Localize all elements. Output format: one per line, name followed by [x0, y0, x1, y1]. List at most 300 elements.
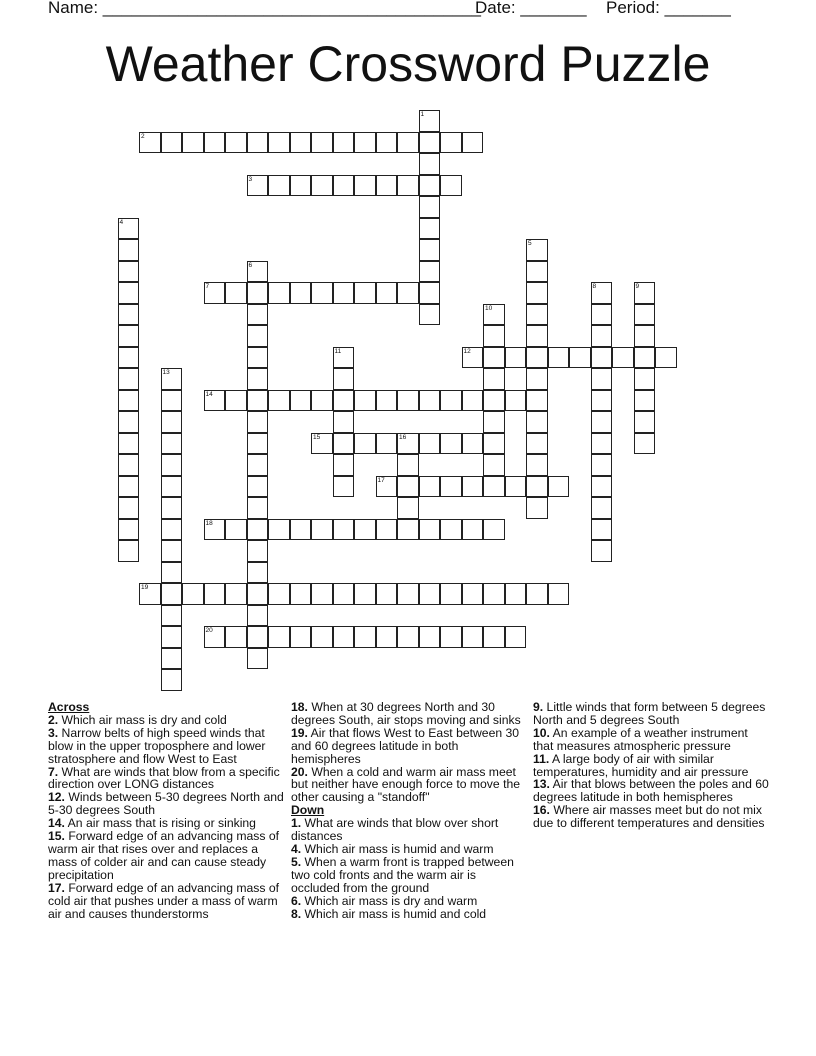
grid-cell[interactable]: [526, 583, 548, 605]
grid-cell[interactable]: [354, 583, 376, 605]
grid-cell[interactable]: [311, 132, 333, 154]
grid-cell[interactable]: [505, 626, 527, 648]
grid-cell[interactable]: [161, 605, 183, 627]
grid-cell[interactable]: [161, 433, 183, 455]
grid-cell[interactable]: [118, 261, 140, 283]
grid-cell[interactable]: [505, 347, 527, 369]
grid-cell[interactable]: [376, 626, 398, 648]
clue-text: What are winds that blow from a specific direction over LONG distances: [48, 764, 280, 792]
grid-cell[interactable]: [118, 239, 140, 261]
grid-cell[interactable]: [419, 519, 441, 541]
grid-cell[interactable]: [440, 626, 462, 648]
grid-cell[interactable]: [376, 583, 398, 605]
clue-number: 11: [334, 347, 342, 355]
clue-text: When a warm front is trapped between two cold fronts and the warm air is occluded from the ground: [291, 854, 514, 895]
grid-cell[interactable]: [247, 562, 269, 584]
grid-cell[interactable]: [483, 325, 505, 347]
grid-cell[interactable]: [483, 476, 505, 498]
grid-cell[interactable]: [505, 476, 527, 498]
grid-cell[interactable]: [634, 411, 656, 433]
grid-cell[interactable]: [161, 368, 183, 390]
clue-text: Air that flows West to East between 30 and 60 degrees latitude in both hemispheres: [291, 725, 520, 766]
clue-number: 18.: [291, 700, 308, 714]
grid-cell[interactable]: [225, 390, 247, 412]
clue-text: Winds between 5-30 degrees North and 5-30 degrees South: [48, 790, 284, 818]
clue-text: Air that blows between the poles and 60 degrees latitude in both hemispheres: [533, 777, 769, 805]
grid-cell[interactable]: [161, 626, 183, 648]
clue-number: 18: [205, 519, 213, 527]
grid-cell[interactable]: [333, 282, 355, 304]
grid-cell[interactable]: [118, 540, 140, 562]
clue-number: 1: [420, 111, 425, 118]
grid-cell[interactable]: [397, 476, 419, 498]
grid-cell[interactable]: [247, 454, 269, 476]
grid-cell[interactable]: [204, 390, 226, 412]
page-title: Weather Crossword Puzzle: [105, 36, 711, 92]
grid-cell[interactable]: [161, 583, 183, 605]
grid-cell[interactable]: [634, 433, 656, 455]
grid-cell[interactable]: [333, 132, 355, 154]
grid-cell[interactable]: [161, 497, 183, 519]
clue-number: 15.: [48, 829, 65, 844]
grid-cell[interactable]: [483, 583, 505, 605]
clue-number: 17.: [48, 880, 65, 895]
clue-number: 6.: [291, 893, 302, 908]
clue-number: 2: [141, 132, 145, 140]
grid-cell[interactable]: [526, 454, 548, 476]
grid-cell[interactable]: [462, 433, 484, 455]
clue-number: 4: [119, 218, 124, 226]
grid-cell[interactable]: [526, 411, 548, 433]
grid-cell[interactable]: [268, 390, 290, 412]
grid-cell[interactable]: [526, 325, 548, 347]
grid-cell[interactable]: [526, 304, 548, 326]
grid-cell[interactable]: [505, 390, 527, 412]
grid-cell[interactable]: [591, 368, 613, 390]
grid-cell[interactable]: [247, 476, 269, 498]
grid-cell[interactable]: [247, 540, 269, 562]
grid-cell[interactable]: [526, 282, 548, 304]
grid-cell[interactable]: [333, 476, 355, 498]
clue-text: Which air mass is humid and warm: [301, 841, 494, 856]
clue-number: 10: [485, 304, 493, 312]
grid-cell[interactable]: [225, 583, 247, 605]
grid-cell[interactable]: [548, 583, 570, 605]
grid-cell[interactable]: [311, 390, 333, 412]
grid-cell[interactable]: [247, 626, 269, 648]
grid-cell[interactable]: [569, 347, 591, 369]
grid-cell[interactable]: [333, 519, 355, 541]
grid-cell[interactable]: [204, 282, 226, 304]
grid-cell[interactable]: [118, 282, 140, 304]
grid-cell[interactable]: [118, 433, 140, 455]
grid-cell[interactable]: [333, 433, 355, 455]
grid-cell[interactable]: [462, 347, 484, 369]
grid-cell[interactable]: [376, 390, 398, 412]
grid-cell[interactable]: [591, 304, 613, 326]
down-heading: Down: [291, 803, 325, 818]
grid-cell[interactable]: [462, 583, 484, 605]
grid-cell[interactable]: [161, 540, 183, 562]
grid-cell[interactable]: [247, 282, 269, 304]
clue-number: 16.: [533, 803, 550, 818]
grid-cell[interactable]: [333, 454, 355, 476]
clue-number: 12.: [48, 790, 65, 805]
grid-cell[interactable]: [526, 476, 548, 498]
grid-cell[interactable]: [462, 476, 484, 498]
grid-cell[interactable]: [483, 433, 505, 455]
down-clue: [533, 804, 769, 830]
clue-text: Forward edge of an advancing mass of warm air that rises over and replaces a mass of colder air and can cause steady precipitation: [48, 829, 280, 882]
grid-cell[interactable]: [440, 519, 462, 541]
grid-cell[interactable]: [139, 132, 161, 154]
grid-cell[interactable]: [419, 132, 441, 154]
across-clue: [48, 791, 284, 817]
clue-text: Which air mass is dry and warm: [301, 893, 478, 908]
grid-cell[interactable]: [397, 175, 419, 197]
grid-cell[interactable]: [161, 411, 183, 433]
grid-cell[interactable]: [419, 261, 441, 283]
grid-cell[interactable]: [204, 583, 226, 605]
grid-cell[interactable]: [376, 519, 398, 541]
grid-cell[interactable]: [204, 626, 226, 648]
grid-cell[interactable]: [526, 239, 548, 261]
grid-cell[interactable]: [268, 626, 290, 648]
grid-cell[interactable]: [419, 304, 441, 326]
grid-cell[interactable]: [247, 304, 269, 326]
grid-cell[interactable]: [161, 132, 183, 154]
across-clue: [48, 830, 284, 882]
grid-cell[interactable]: [634, 390, 656, 412]
clue-number: 19.: [291, 725, 308, 740]
clue-text: What are winds that blow over short distances: [291, 816, 499, 844]
grid-cell[interactable]: [247, 325, 269, 347]
grid-cell[interactable]: [225, 132, 247, 154]
grid-cell[interactable]: [419, 282, 441, 304]
grid-cell[interactable]: [548, 476, 570, 498]
grid-cell[interactable]: [419, 175, 441, 197]
grid-cell[interactable]: [225, 519, 247, 541]
grid-cell[interactable]: [333, 368, 355, 390]
down-clue: [291, 908, 527, 921]
clue-number: 8.: [291, 906, 302, 921]
grid-cell[interactable]: [483, 347, 505, 369]
clues-column-2: [291, 701, 527, 920]
grid-cell[interactable]: [376, 433, 398, 455]
grid-cell[interactable]: [397, 282, 419, 304]
grid-cell[interactable]: [419, 196, 441, 218]
grid-cell[interactable]: [526, 390, 548, 412]
clue-number: 1.: [291, 816, 302, 831]
grid-cell[interactable]: [419, 433, 441, 455]
clue-text: Which air mass is humid and cold: [301, 906, 487, 921]
grid-cell[interactable]: [118, 390, 140, 412]
grid-cell[interactable]: [397, 454, 419, 476]
grid-cell[interactable]: [311, 626, 333, 648]
clue-text: Narrow belts of high speed winds that blow in the upper troposphere and lower stratosphere and flow West to East: [48, 725, 266, 766]
grid-cell[interactable]: [462, 390, 484, 412]
grid-cell[interactable]: [591, 390, 613, 412]
grid-cell[interactable]: [311, 433, 333, 455]
clue-number: 8: [592, 283, 597, 290]
grid-cell[interactable]: [118, 411, 140, 433]
clue-number: 16: [399, 433, 407, 441]
grid-cell[interactable]: [440, 433, 462, 455]
grid-cell[interactable]: [247, 433, 269, 455]
grid-cell[interactable]: [419, 390, 441, 412]
grid-cell[interactable]: [268, 175, 290, 197]
grid-cell[interactable]: [462, 519, 484, 541]
grid-cell[interactable]: [397, 626, 419, 648]
down-clue: [533, 753, 769, 779]
grid-cell[interactable]: [634, 347, 656, 369]
grid-cell[interactable]: [634, 304, 656, 326]
clue-text: An example of a weather instrument that measures atmospheric pressure: [533, 725, 748, 753]
grid-cell[interactable]: [311, 175, 333, 197]
grid-cell[interactable]: [526, 261, 548, 283]
grid-cell[interactable]: [204, 132, 226, 154]
grid-cell[interactable]: [118, 519, 140, 541]
clue-number: 14.: [48, 816, 65, 831]
grid-cell[interactable]: [268, 282, 290, 304]
grid-cell[interactable]: [354, 433, 376, 455]
across-clue: [291, 727, 527, 766]
grid-cell[interactable]: [483, 304, 505, 326]
grid-cell[interactable]: [247, 497, 269, 519]
down-clue: [291, 856, 527, 895]
grid-cell[interactable]: [225, 626, 247, 648]
grid-cell[interactable]: [247, 605, 269, 627]
grid-cell[interactable]: [225, 282, 247, 304]
grid-cell[interactable]: [354, 175, 376, 197]
grid-cell[interactable]: [311, 282, 333, 304]
clue-number: 13.: [533, 777, 550, 792]
grid-cell[interactable]: [118, 347, 140, 369]
grid-cell[interactable]: [118, 218, 140, 240]
grid-cell[interactable]: [290, 282, 312, 304]
grid-cell[interactable]: [440, 476, 462, 498]
date-field[interactable]: Date: _______: [475, 0, 587, 17]
across-clue: [291, 766, 527, 805]
grid-cell[interactable]: [290, 583, 312, 605]
grid-cell[interactable]: [333, 175, 355, 197]
clue-number: 3.: [48, 725, 59, 740]
grid-cell[interactable]: [634, 325, 656, 347]
grid-cell[interactable]: [419, 153, 441, 175]
grid-cell[interactable]: [182, 583, 204, 605]
grid-cell[interactable]: [354, 519, 376, 541]
clue-number: 7: [205, 283, 210, 290]
grid-cell[interactable]: [247, 648, 269, 670]
grid-cell[interactable]: [118, 325, 140, 347]
grid-cell[interactable]: [247, 132, 269, 154]
grid-cell[interactable]: [333, 411, 355, 433]
grid-cell[interactable]: [655, 347, 677, 369]
grid-cell[interactable]: [526, 368, 548, 390]
clue-text: Forward edge of an advancing mass of cold air that pushes under a mass of warm air and causes thunderstorms: [48, 880, 280, 921]
grid-cell[interactable]: [118, 368, 140, 390]
grid-cell[interactable]: [505, 583, 527, 605]
clue-text: When a cold and warm air mass meet but neither have enough force to move the other causing a "standoff": [291, 764, 521, 805]
grid-cell[interactable]: [161, 454, 183, 476]
grid-cell[interactable]: [204, 519, 226, 541]
grid-cell[interactable]: [247, 390, 269, 412]
grid-cell[interactable]: [419, 626, 441, 648]
grid-cell[interactable]: [591, 476, 613, 498]
grid-cell[interactable]: [290, 175, 312, 197]
clues-column-1: [48, 701, 284, 920]
clue-number: 5.: [291, 854, 302, 869]
down-clue: [291, 817, 527, 843]
clue-number: 6: [248, 261, 253, 269]
clue-number: 10.: [533, 725, 550, 740]
grid-cell[interactable]: [419, 110, 441, 132]
grid-cell[interactable]: [268, 132, 290, 154]
clue-text: Little winds that form between 5 degrees North and 5 degrees South: [533, 700, 766, 727]
clue-number: 9: [635, 283, 640, 290]
grid-cell[interactable]: [354, 282, 376, 304]
grid-cell[interactable]: [397, 433, 419, 455]
clue-text: An air mass that is rising or sinking: [64, 816, 256, 831]
grid-cell[interactable]: [161, 476, 183, 498]
clue-number: 5: [528, 240, 532, 247]
grid-cell[interactable]: [462, 626, 484, 648]
grid-cell[interactable]: [526, 497, 548, 519]
grid-cell[interactable]: [247, 347, 269, 369]
grid-cell[interactable]: [290, 132, 312, 154]
down-clue: [533, 727, 769, 753]
grid-cell[interactable]: [118, 454, 140, 476]
clue-number: 3: [248, 175, 253, 183]
grid-cell[interactable]: [161, 390, 183, 412]
grid-cell[interactable]: [440, 583, 462, 605]
clue-number: 7.: [48, 764, 59, 779]
grid-cell[interactable]: [118, 476, 140, 498]
grid-cell[interactable]: [376, 476, 398, 498]
grid-cell[interactable]: [397, 519, 419, 541]
grid-cell[interactable]: [634, 282, 656, 304]
grid-cell[interactable]: [591, 454, 613, 476]
grid-cell[interactable]: [247, 519, 269, 541]
grid-cell[interactable]: [333, 347, 355, 369]
grid-cell[interactable]: [612, 347, 634, 369]
grid-cell[interactable]: [376, 282, 398, 304]
grid-cell[interactable]: [397, 497, 419, 519]
grid-cell[interactable]: [440, 132, 462, 154]
grid-cell[interactable]: [247, 175, 269, 197]
clues-column-3: [533, 701, 769, 830]
clue-number: 4.: [291, 841, 302, 856]
down-clue: [533, 778, 769, 804]
grid-cell[interactable]: [397, 583, 419, 605]
clue-number: 12: [463, 347, 471, 355]
grid-cell[interactable]: [354, 390, 376, 412]
clue-number: 11.: [533, 751, 550, 766]
grid-cell[interactable]: [182, 132, 204, 154]
grid-cell[interactable]: [311, 583, 333, 605]
grid-cell[interactable]: [354, 626, 376, 648]
grid-cell[interactable]: [247, 411, 269, 433]
grid-cell[interactable]: [161, 669, 183, 691]
grid-cell[interactable]: [290, 519, 312, 541]
grid-cell[interactable]: [548, 347, 570, 369]
grid-cell[interactable]: [440, 390, 462, 412]
grid-cell[interactable]: [268, 519, 290, 541]
grid-cell[interactable]: [483, 390, 505, 412]
grid-cell[interactable]: [333, 626, 355, 648]
grid-cell[interactable]: [161, 562, 183, 584]
grid-cell[interactable]: [419, 218, 441, 240]
grid-cell[interactable]: [526, 433, 548, 455]
across-clue: [48, 882, 284, 921]
grid-cell[interactable]: [247, 261, 269, 283]
grid-cell[interactable]: [268, 583, 290, 605]
grid-cell[interactable]: [354, 132, 376, 154]
grid-cell[interactable]: [591, 497, 613, 519]
grid-cell[interactable]: [483, 411, 505, 433]
clue-number: 17: [377, 476, 385, 484]
grid-cell[interactable]: [247, 583, 269, 605]
grid-cell[interactable]: [161, 519, 183, 541]
grid-cell[interactable]: [591, 282, 613, 304]
grid-cell[interactable]: [333, 390, 355, 412]
clue-number: 14: [205, 390, 213, 398]
grid-cell[interactable]: [118, 497, 140, 519]
grid-cell[interactable]: [634, 368, 656, 390]
grid-cell[interactable]: [483, 626, 505, 648]
grid-cell[interactable]: [139, 583, 161, 605]
grid-cell[interactable]: [591, 433, 613, 455]
clue-number: 20.: [291, 764, 308, 779]
grid-cell[interactable]: [397, 390, 419, 412]
grid-cell[interactable]: [440, 175, 462, 197]
clue-text: Where air masses meet but do not mix due to different temperatures and densities: [533, 803, 765, 831]
period-field[interactable]: Period: _______: [606, 0, 731, 17]
clue-text: Which air mass is dry and cold: [58, 712, 227, 727]
grid-cell[interactable]: [118, 304, 140, 326]
grid-cell[interactable]: [591, 519, 613, 541]
grid-cell[interactable]: [290, 626, 312, 648]
grid-cell[interactable]: [376, 132, 398, 154]
clue-number: 13: [162, 369, 170, 376]
clue-text: When at 30 degrees North and 30 degrees South, air stops moving and sinks: [291, 700, 521, 727]
grid-cell[interactable]: [311, 519, 333, 541]
grid-cell[interactable]: [483, 454, 505, 476]
grid-cell[interactable]: [290, 390, 312, 412]
across-heading: Across: [48, 700, 90, 714]
across-clue: [48, 727, 284, 766]
grid-cell[interactable]: [247, 368, 269, 390]
grid-cell[interactable]: [419, 476, 441, 498]
grid-cell[interactable]: [397, 132, 419, 154]
grid-cell[interactable]: [483, 519, 505, 541]
grid-cell[interactable]: [591, 411, 613, 433]
grid-cell[interactable]: [462, 132, 484, 154]
across-clue: [48, 766, 284, 792]
grid-cell[interactable]: [161, 648, 183, 670]
name-field[interactable]: Name: ________________________________________: [48, 0, 481, 17]
clue-text: A large body of air with similar temperatures, humidity and air pressure: [533, 751, 749, 779]
grid-cell[interactable]: [526, 347, 548, 369]
grid-cell[interactable]: [333, 583, 355, 605]
grid-cell[interactable]: [591, 347, 613, 369]
grid-cell[interactable]: [591, 325, 613, 347]
grid-cell[interactable]: [419, 583, 441, 605]
grid-cell[interactable]: [419, 239, 441, 261]
grid-cell[interactable]: [591, 540, 613, 562]
grid-cell[interactable]: [483, 368, 505, 390]
grid-cell[interactable]: [376, 175, 398, 197]
